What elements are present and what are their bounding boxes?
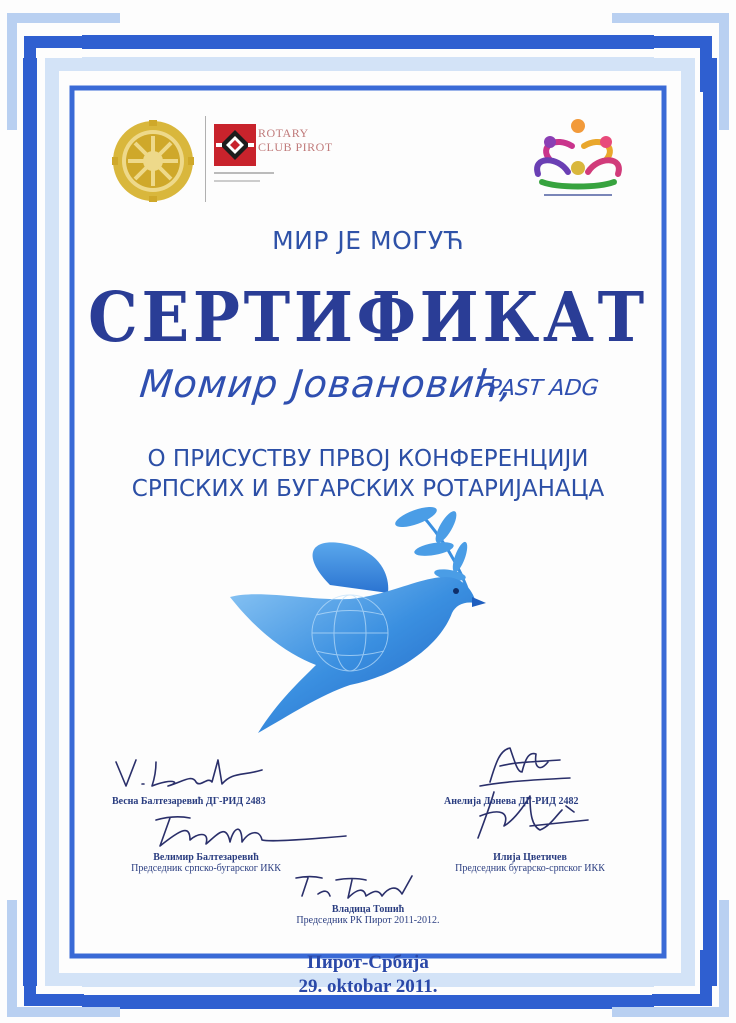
signatory-center	[258, 904, 478, 926]
rotary-wheel-icon	[110, 118, 196, 204]
club-logo-text: ROTARY CLUB PIROT	[258, 126, 333, 154]
signatory-role: ДГ-РИД 2482	[518, 796, 579, 807]
place: Пирот-Србија	[307, 952, 429, 973]
signatory-role: Председник РК Пирот 2011-2012.	[296, 915, 440, 926]
club-logo-line	[214, 172, 274, 174]
club-logo-line	[214, 180, 260, 182]
signature-ilija	[470, 786, 590, 844]
signature-anelija	[460, 742, 580, 792]
signature-velimir	[150, 806, 350, 852]
recipient-name: Момир Јовановић,	[137, 362, 517, 406]
signatory-name: Анелија Донева	[444, 796, 517, 807]
signature-vladica	[292, 870, 422, 904]
signatory-role: Председник српско-бугарског ИКК	[131, 863, 281, 874]
subtitle-line-2: СРПСКИХ И БУГАРСКИХ РОТАРИЈАНАЦА	[131, 476, 605, 502]
signatory-role: Председник бугарско-српског ИКК	[455, 863, 605, 874]
signatory-name: Владица Тошић	[331, 904, 405, 915]
subtitle-line-1: О ПРИСУСТВУ ПРВОЈ КОНФЕРЕНЦИЈИ	[147, 446, 589, 472]
signatory-name: Весна Балтезаревић	[112, 796, 204, 807]
motto: МИР ЈЕ МОГУЋ	[272, 226, 464, 255]
signatory-right-top	[444, 796, 578, 807]
signatory-name: Велимир Балтезаревић	[153, 852, 259, 863]
signatory-right-bottom	[420, 852, 640, 874]
signatory-left-top	[112, 796, 266, 807]
certificate-title: СЕРТИФИКАТ	[88, 278, 648, 358]
reach-within-logo	[528, 116, 628, 202]
logo-divider	[205, 116, 206, 202]
signature-vesna	[112, 752, 272, 792]
peace-dove-illustration	[220, 505, 500, 745]
pirot-kilim-emblem	[214, 124, 256, 166]
date: 29. oktobar 2011.	[298, 976, 438, 997]
signatory-name: Илија Цветичев	[493, 852, 567, 863]
recipient-role: PAST ADG	[486, 376, 600, 401]
signatory-role: ДГ-РИД 2483	[205, 796, 266, 807]
signatory-left-bottom	[96, 852, 316, 874]
